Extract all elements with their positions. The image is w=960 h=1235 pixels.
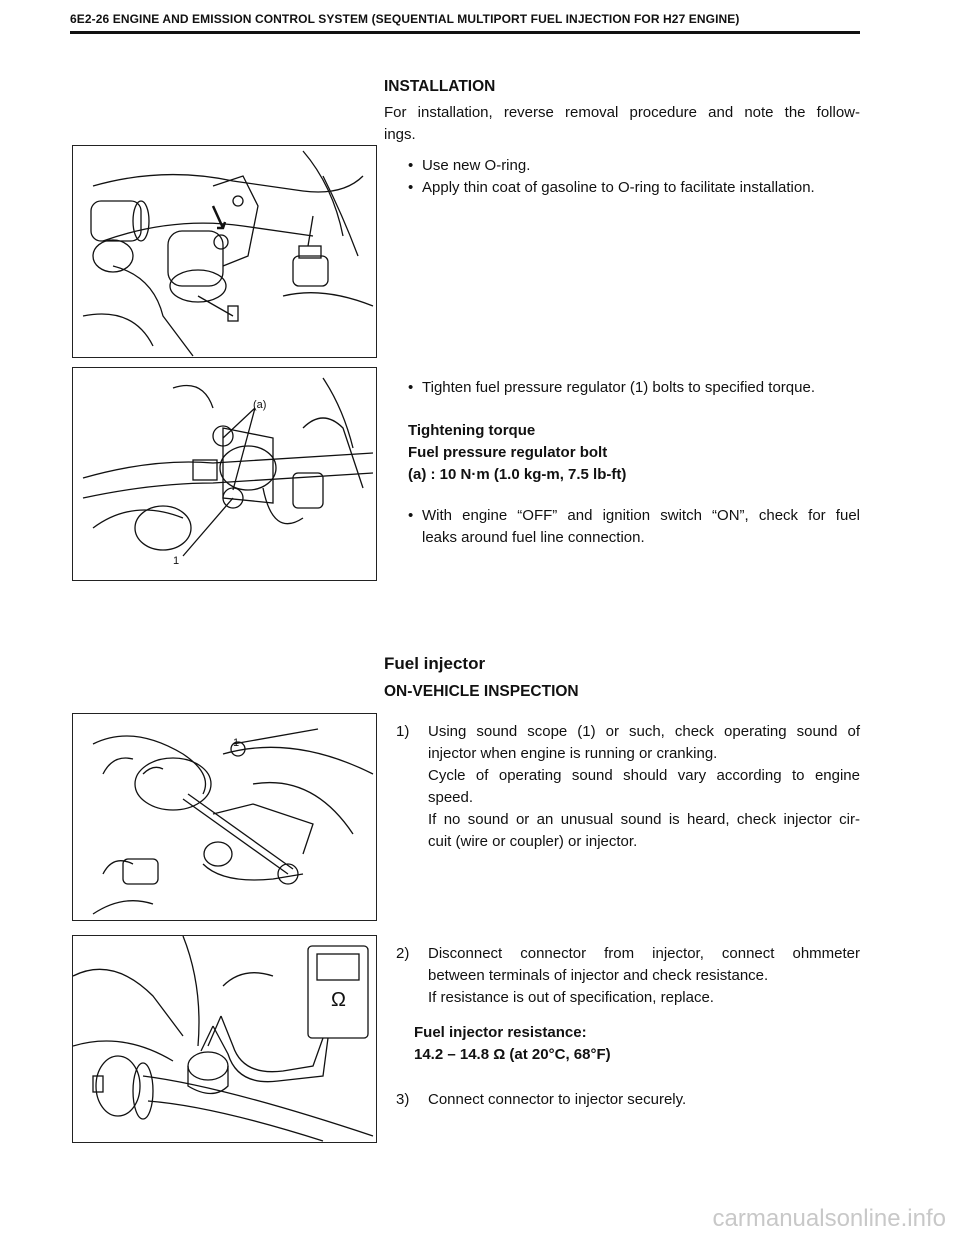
bullet-text-line1: With engine “OFF” and ignition switch “ON”, check for fuel: [422, 507, 860, 524]
step-item: [396, 943, 860, 1009]
step-item: [396, 1089, 860, 1111]
torque-value: (a) : 10 N·m (1.0 kg-m, 7.5 lb-ft): [408, 466, 627, 483]
figure-sound-scope-illustration: [72, 713, 377, 921]
step-line: Cycle of operating sound should vary according to engine: [428, 767, 860, 784]
on-vehicle-inspection-heading: ON-VEHICLE INSPECTION: [384, 683, 579, 700]
bullet-text: Tighten fuel pressure regulator (1) bolts to specified torque.: [422, 379, 815, 396]
bullet-dot: •: [408, 379, 414, 396]
sound-scope-drawing: [73, 714, 376, 920]
bullet-dot: •: [408, 179, 414, 196]
callout-1: 1: [173, 555, 180, 567]
step-line: If no sound or an unusual sound is heard, check injector cir-: [428, 811, 860, 828]
regulator-bolts-drawing: [73, 368, 376, 580]
step-line: Disconnect connector from injector, connect ohmmeter: [428, 945, 860, 962]
bullet-dot: •: [408, 507, 414, 524]
bullet-text-line2: leaks around fuel line connection.: [422, 529, 645, 546]
figure-regulator-bolts-illustration: [72, 367, 377, 581]
installation-intro-line1: For installation, reverse removal procedure and note the follow-: [384, 104, 860, 121]
figure-oring-illustration: [72, 145, 377, 358]
torque-title: Tightening torque: [408, 422, 536, 439]
installation-intro: [384, 102, 860, 146]
step-line: If resistance is out of specification, replace.: [428, 989, 714, 1006]
step-line: cuit (wire or coupler) or injector.: [428, 833, 638, 850]
resistance-spec-block: [414, 1022, 860, 1066]
ohm-symbol: Ω: [331, 989, 346, 1011]
step-line: Connect connector to injector securely.: [428, 1091, 687, 1108]
callout-1: 1: [233, 737, 240, 749]
step-number: 2): [396, 945, 410, 962]
oring-illustration-drawing: [73, 146, 376, 357]
torque-item: Fuel pressure regulator bolt: [408, 444, 608, 461]
installation-bullet-b: [408, 377, 860, 399]
callout-a: (a): [253, 399, 267, 411]
resistance-title: Fuel injector resistance:: [414, 1024, 587, 1041]
step-1-block: [396, 721, 860, 853]
step-line: speed.: [428, 789, 474, 806]
step-item: [396, 721, 860, 853]
step-2-block: [396, 943, 860, 1009]
figure-ohmmeter-illustration: [72, 935, 377, 1143]
ohmmeter-drawing: [73, 936, 376, 1142]
installation-bullets-a: [408, 155, 860, 199]
bullet-item: [408, 377, 860, 399]
header-rule: [70, 31, 860, 34]
bullet-text: Apply thin coat of gasoline to O-ring to facilitate installation.: [422, 179, 815, 196]
step-number: 3): [396, 1091, 410, 1108]
installation-intro-line2: ings.: [384, 126, 416, 143]
step-number: 1): [396, 723, 410, 740]
step-line: between terminals of injector and check resistance.: [428, 967, 769, 984]
bullet-dot: •: [408, 157, 414, 174]
bullet-text: Use new O-ring.: [422, 157, 531, 174]
installation-heading: INSTALLATION: [384, 78, 496, 95]
step-line: injector when engine is running or cranking.: [428, 745, 718, 762]
torque-spec-block: [408, 420, 860, 486]
step-3-block: [396, 1089, 860, 1111]
resistance-value: 14.2 – 14.8 Ω (at 20°C, 68°F): [414, 1046, 611, 1063]
bullet-item: [408, 505, 860, 549]
installation-bullet-c: [408, 505, 860, 549]
bullet-item: [408, 155, 860, 177]
footer-watermark: carmanualsonline.info: [712, 1205, 946, 1232]
fuel-injector-heading: Fuel injector: [384, 654, 486, 673]
step-line: Using sound scope (1) or such, check operating sound of: [428, 723, 860, 740]
page-header-title: 6E2-26 ENGINE AND EMISSION CONTROL SYSTEM (SEQUENTIAL MULTIPORT FUEL INJECTION FOR H27 ENGINE): [70, 12, 740, 26]
bullet-item: [408, 177, 860, 199]
